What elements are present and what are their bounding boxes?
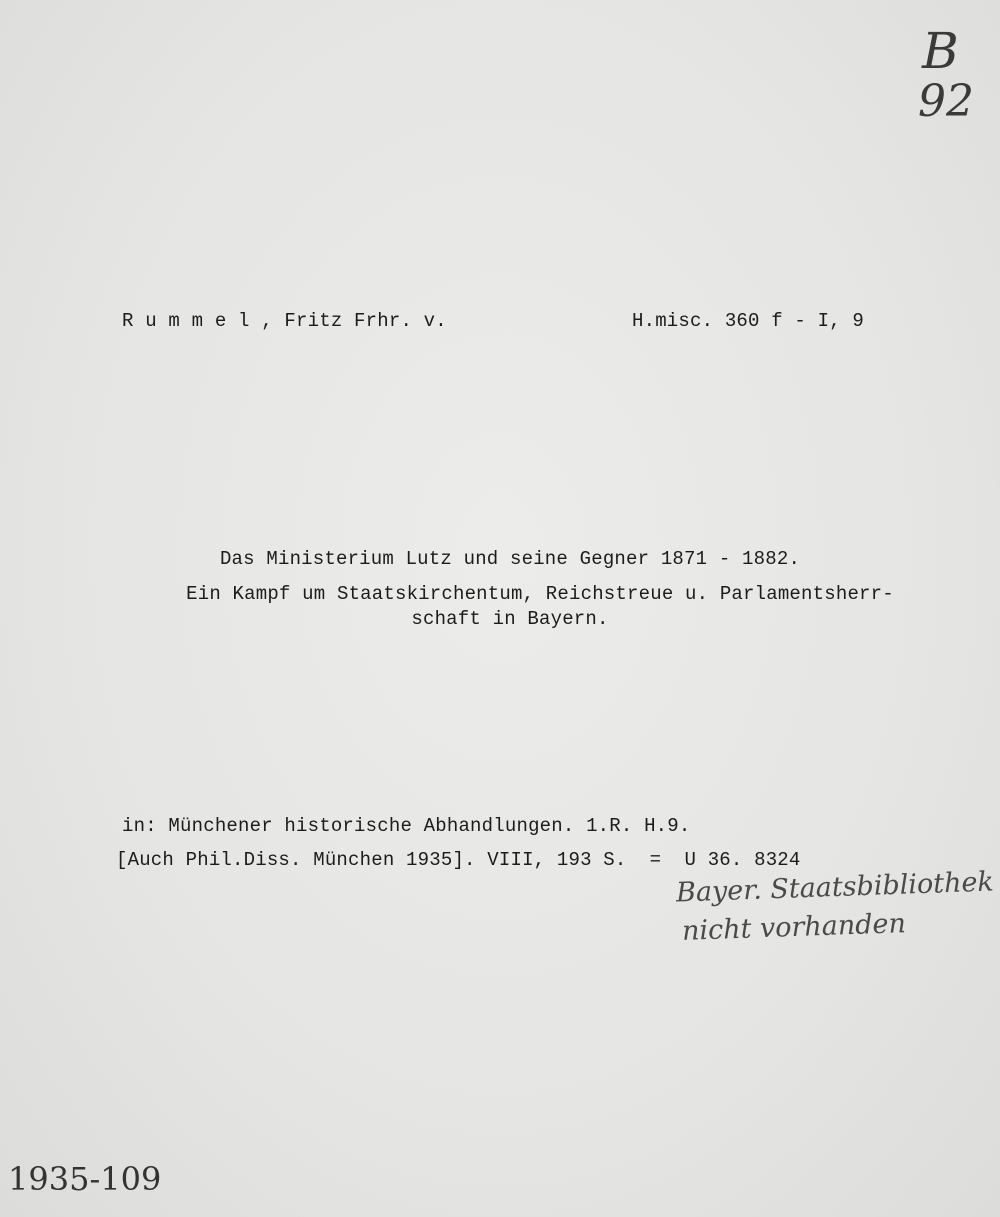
handwritten-corner-letter: B xyxy=(922,22,959,80)
handwritten-corner-number: 92 xyxy=(918,76,974,127)
author-name: R u m m e l , Fritz Frhr. v. xyxy=(122,310,447,332)
series-line-2: [Auch Phil.Diss. München 1935]. VIII, 193 S. = U 36. 8324 xyxy=(116,849,801,871)
series-line-1: in: Münchener historische Abhandlungen. 1.R. H.9. xyxy=(122,815,691,837)
title-line-1: Das Ministerium Lutz und seine Gegner 1871 - 1882. xyxy=(219,548,801,570)
title-line-3: schaft in Bayern. xyxy=(411,608,609,630)
title-line-2: Ein Kampf um Staatskirchentum, Reichstreue u. Parlamentsherr- xyxy=(186,583,894,605)
handwritten-note-line-2: nicht vorhanden xyxy=(681,908,907,947)
handwritten-bottom-number: 1935-109 xyxy=(8,1160,162,1198)
shelfmark: H.misc. 360 f - I, 9 xyxy=(632,310,865,332)
handwritten-note-line-1: Bayer. Staatsbibliothek xyxy=(675,866,995,909)
